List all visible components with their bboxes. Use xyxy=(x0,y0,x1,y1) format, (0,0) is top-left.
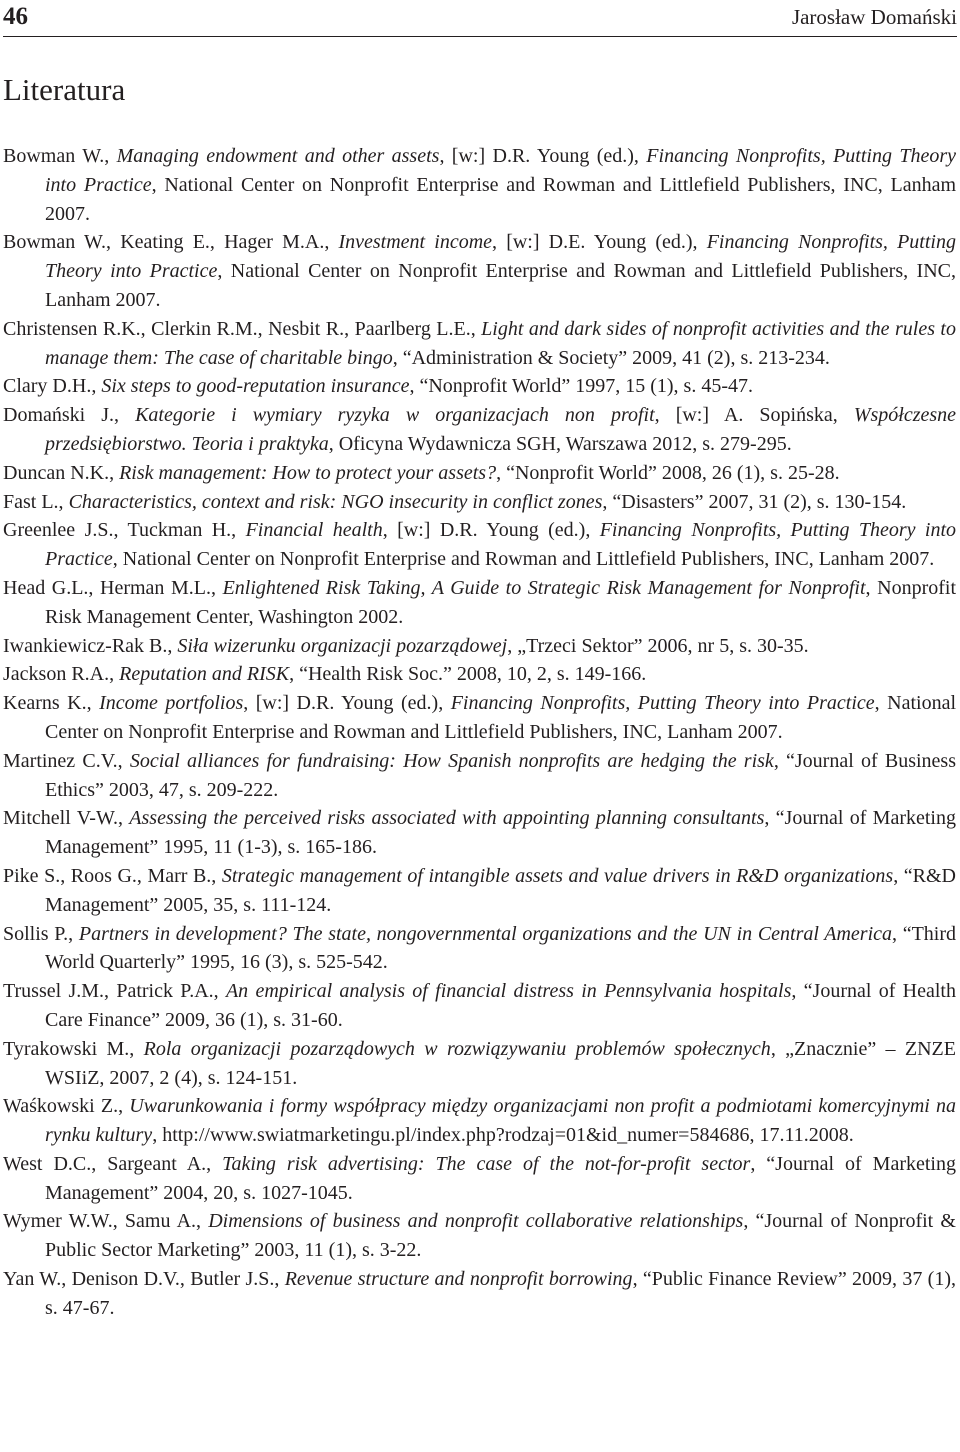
reference-text: , [w:] D.R. Young (ed.), xyxy=(439,145,647,167)
reference-title-italic: Financial health xyxy=(245,519,383,542)
reference-entry xyxy=(3,632,956,661)
reference-text: Fast L., xyxy=(3,490,69,513)
reference-title-italic: Siła wizerunku organizacji pozarządowej xyxy=(177,634,508,657)
reference-text: , Oficyna Wydawnicza SGH, Warszawa 2012, s. 279-295. xyxy=(328,432,792,455)
reference-text: Kearns K., xyxy=(3,692,100,715)
reference-title-italic: Assessing the perceived risks associated with appointing planning consultants xyxy=(129,807,765,830)
reference-title-italic: Współczesne przedsiębiorstwo. Teoria i praktyka xyxy=(45,404,957,455)
reference-text: Iwankiewicz-Rak B., xyxy=(3,634,178,657)
page-number: 46 xyxy=(3,3,28,30)
reference-text: , National Center on Nonprofit Enterprise and Rowman and Littlefield Publishers, INC, Lanham 2007. xyxy=(45,173,957,225)
reference-title-italic: Six steps to good-reputation insurance xyxy=(101,375,410,398)
reference-text: , [w:] D.R. Young (ed.), xyxy=(243,692,451,715)
reference-entry xyxy=(3,1150,956,1208)
reference-entry xyxy=(3,574,956,632)
reference-entry xyxy=(3,1265,956,1323)
reference-title-italic: Enlightened Risk Taking, A Guide to Strategic Risk Management for Nonprofit xyxy=(222,576,866,599)
reference-text: , “Nonprofit World” 2008, 26 (1), s. 25-28. xyxy=(496,461,840,484)
reference-text: Greenlee J.S., Tuckman H., xyxy=(3,519,246,542)
reference-text: Domański J., xyxy=(3,404,136,427)
reference-text: , “Nonprofit World” 1997, 15 (1), s. 45-47. xyxy=(409,375,753,398)
reference-title-italic: Dimensions of business and nonprofit collaborative relationships xyxy=(208,1210,744,1233)
reference-entry xyxy=(3,1207,956,1265)
reference-title-italic: Reputation and RISK xyxy=(119,663,290,686)
reference-text: , “Journal of Marketing Management” 1995, 11 (1-3), s. 165-186. xyxy=(45,807,956,859)
reference-title-italic: Rola organizacji pozarządowych w rozwiązywaniu problemów społecznych xyxy=(143,1037,771,1060)
reference-text: Duncan N.K., xyxy=(3,461,120,484)
reference-text: Waśkowski Z., xyxy=(3,1095,130,1118)
reference-title-italic: Characteristics, context and risk: NGO insecurity in conflict zones xyxy=(68,490,603,513)
reference-text: Jackson R.A., xyxy=(3,663,120,686)
reference-entry xyxy=(3,401,956,459)
running-head xyxy=(3,0,957,37)
reference-text: , National Center on Nonprofit Enterprise and Rowman and Littlefield Publishers, INC, Lanham 2007. xyxy=(112,548,935,571)
reference-entry xyxy=(3,516,956,574)
reference-title-italic: Partners in development? The state, nongovernmental organizations and the UN in Central America xyxy=(78,922,893,945)
reference-text: , “Journal of Business Ethics” 2003, 47, s. 209-222. xyxy=(45,749,956,801)
reference-text: , National Center on Nonprofit Enterprise and Rowman and Littlefield Publishers, INC, Lanham 2007. xyxy=(45,692,957,743)
reference-text: , National Center on Nonprofit Enterprise and Rowman and Littlefield Publishers, INC, Lanham 2007. xyxy=(45,260,956,311)
reference-entry xyxy=(3,689,956,747)
reference-text: , “Disasters” 2007, 31 (2), s. 130-154. xyxy=(602,490,907,513)
reference-entry xyxy=(3,804,956,862)
reference-text: , “Public Finance Review” 2009, 37 (1), s. 47-67. xyxy=(45,1268,956,1319)
reference-title-italic: Financing Nonprofits, Putting Theory into Practice xyxy=(45,231,956,283)
reference-text: , http://www.swiatmarketingu.pl/index.php?rodzaj=01&id_numer=584686, 17.11.2008. xyxy=(152,1124,854,1147)
reference-text: , „Znacznie” – ZNZE WSIiZ, 2007, 2 (4), s. 124-151. xyxy=(45,1037,956,1089)
reference-text: , [w:] D.E. Young (ed.), xyxy=(492,231,707,254)
reference-entry xyxy=(3,660,956,689)
reference-entry xyxy=(3,1035,956,1093)
reference-entry xyxy=(3,459,956,488)
reference-title-italic: An empirical analysis of financial distress in Pennsylvania hospitals xyxy=(225,980,792,1003)
reference-text: , “Journal of Marketing Management” 2004, 20, s. 1027-1045. xyxy=(45,1152,956,1204)
reference-entry xyxy=(3,372,956,401)
reference-text: Bowman W., Keating E., Hager M.A., xyxy=(3,231,339,254)
reference-text: Yan W., Denison D.V., Butler J.S., xyxy=(3,1268,285,1291)
reference-text: , Nonprofit Risk Management Center, Washington 2002. xyxy=(45,576,957,628)
reference-title-italic: Social alliances for fundraising: How Spanish nonprofits are hedging the risk xyxy=(129,749,774,772)
reference-title-italic: Kategorie i wymiary ryzyka w organizacjach non profit xyxy=(135,404,655,427)
reference-text: , [w:] D.R. Young (ed.), xyxy=(382,519,600,542)
reference-entry xyxy=(3,1092,956,1150)
reference-text: Clary D.H., xyxy=(3,375,102,398)
reference-entry xyxy=(3,488,956,517)
reference-entry xyxy=(3,920,956,978)
reference-title-italic: Financing Nonprofits, Putting Theory into Practice xyxy=(450,692,875,715)
reference-text: , “Third World Quarterly” 1995, 16 (3), s. 525-542. xyxy=(45,922,957,974)
reference-text: , “Health Risk Soc.” 2008, 10, 2, s. 149-166. xyxy=(289,663,647,686)
running-head-author: Jarosław Domański xyxy=(791,5,957,29)
reference-text: , “R&D Management” 2005, 35, s. 111-124. xyxy=(45,864,956,916)
reference-text: Tyrakowski M., xyxy=(3,1037,144,1060)
reference-title-italic: Taking risk advertising: The case of the not-for-profit sector xyxy=(222,1152,751,1175)
reference-entry xyxy=(3,142,956,228)
reference-title-italic: Financing Nonprofits, Putting Theory into Practice xyxy=(45,145,956,196)
reference-entry xyxy=(3,228,956,314)
reference-text: , „Trzeci Sektor” 2006, nr 5, s. 30-35. xyxy=(507,634,809,657)
reference-title-italic: Investment income xyxy=(338,231,493,254)
reference-text: Bowman W., xyxy=(3,145,117,167)
reference-title-italic: Revenue structure and nonprofit borrowing xyxy=(284,1268,633,1291)
reference-text: Sollis P., xyxy=(3,922,79,945)
reference-text: , “Journal of Nonprofit & Public Sector Marketing” 2003, 11 (1), s. 3-22. xyxy=(45,1210,956,1262)
reference-text: Wymer W.W., Samu A., xyxy=(3,1210,209,1233)
reference-entry xyxy=(3,862,956,920)
reference-entry xyxy=(3,315,956,373)
reference-title-italic: Light and dark sides of nonprofit activities and the rules to manage them: The case of charitable bingo xyxy=(45,317,956,369)
reference-title-italic: Strategic management of intangible assets and value drivers in R&D organizations xyxy=(221,864,894,887)
reference-title-italic: Risk management: How to protect your assets? xyxy=(119,461,497,484)
reference-text: West D.C., Sargeant A., xyxy=(3,1152,223,1175)
reference-list xyxy=(3,142,956,1323)
reference-text: Trussel J.M., Patrick P.A., xyxy=(3,980,226,1003)
reference-title-italic: Income portfolios xyxy=(99,692,244,715)
reference-text: Head G.L., Herman M.L., xyxy=(3,576,223,599)
reference-text: Christensen R.K., Clerkin R.M., Nesbit R., Paarlberg L.E., xyxy=(3,317,482,340)
reference-text: Martinez C.V., xyxy=(3,749,130,772)
reference-title-italic: Uwarunkowania i formy współpracy między organizacjami non profit a podmiotami komercyjnymi na rynku kultury xyxy=(45,1095,956,1147)
reference-text: , “Journal of Health Care Finance” 2009, 36 (1), s. 31-60. xyxy=(45,980,956,1031)
reference-title-italic: Financing Nonprofits, Putting Theory into Practice xyxy=(45,519,957,571)
reference-text: , [w:] A. Sopińska, xyxy=(654,404,854,427)
reference-entry xyxy=(3,747,956,805)
reference-text: , “Administration & Society” 2009, 41 (2), s. 213-234. xyxy=(392,346,830,369)
reference-text: Pike S., Roos G., Marr B., xyxy=(3,864,222,887)
reference-text: Mitchell V-W., xyxy=(3,807,130,830)
reference-entry xyxy=(3,977,956,1035)
section-title: Literatura xyxy=(3,72,126,107)
reference-title-italic: Managing endowment and other assets xyxy=(116,145,440,167)
